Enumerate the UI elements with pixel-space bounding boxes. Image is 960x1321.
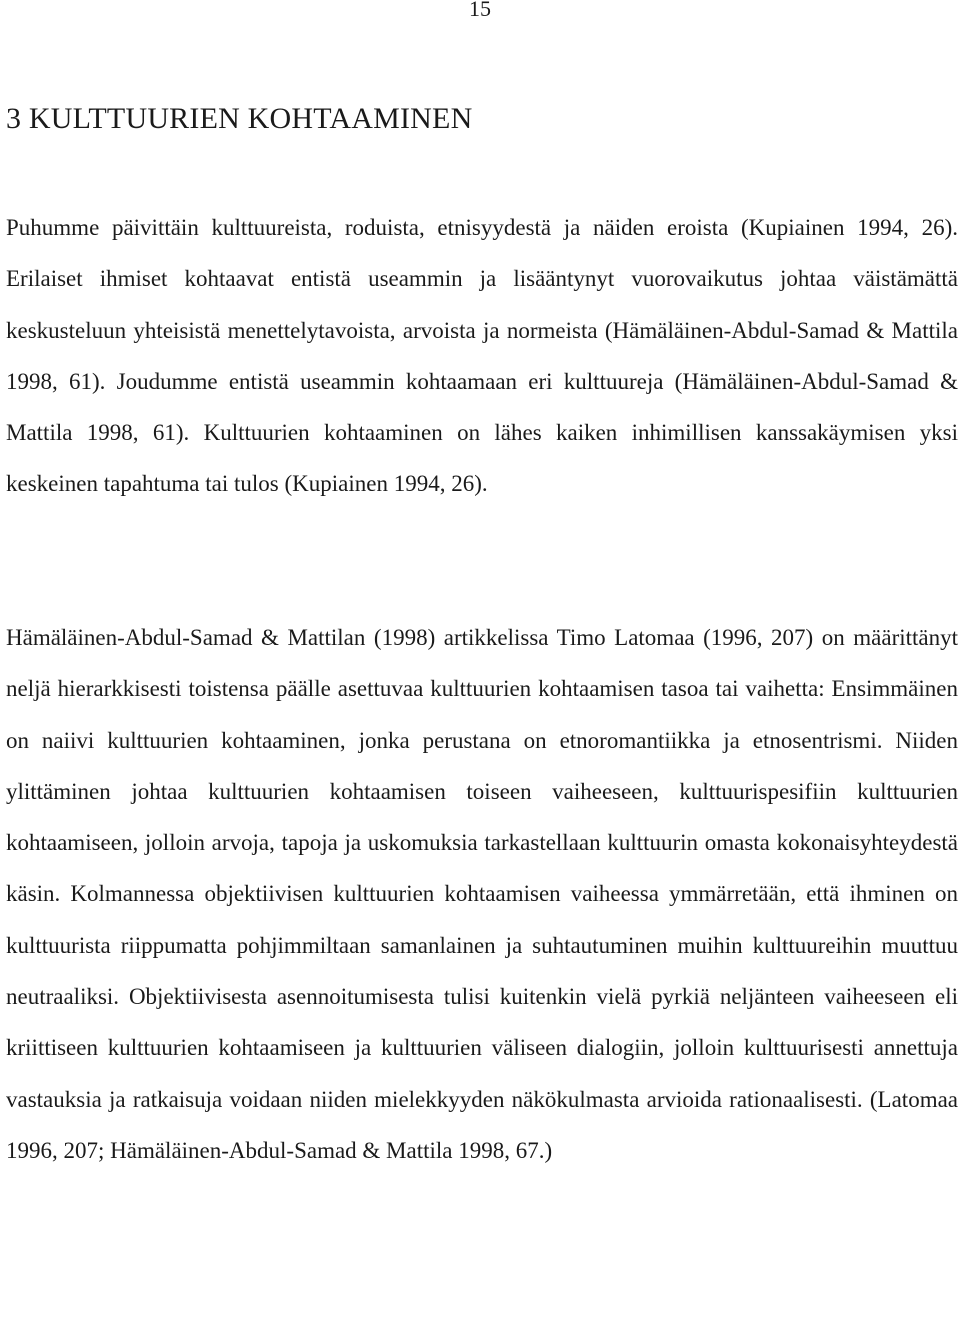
- chapter-heading: 3 KULTTUURIEN KOHTAAMINEN: [6, 102, 473, 135]
- body-paragraph-2: Hämäläinen-Abdul-Samad & Mattilan (1998) artikkelissa Timo Latomaa (1996, 207) on määrittänyt neljä hierarkkisesti toistensa päälle asettuvaa kulttuurien kohtaamisen tasoa tai vaihetta: Ensimmäinen on naiivi kulttuurien kohtaaminen, jonka perustana on etnoromantiikka ja etnosentrismi. Niiden ylittäminen johtaa kulttuurien kohtaamisen toiseen vaiheeseen, kulttuurispesifiin kulttuurien kohtaamiseen, jolloin arvoja, tapoja ja uskomuksia tarkastellaan kulttuurin omasta kokonaisyhteydestä käsin. Kolmannessa objektiivisen kulttuurien kohtaamisen vaiheessa ymmärretään, että ihminen on kulttuurista riippumatta pohjimmiltaan samanlainen ja suhtautuminen muihin kulttuureihin muuttuu neutraaliksi. Objektiivisesta asennoitumisesta tulisi kuitenkin vielä pyrkiä neljänteen vaiheeseen eli kriittiseen kulttuurien kohtaamiseen ja kulttuurien väliseen dialogiin, jolloin kulttuurisesti annettuja vastauksia ja ratkaisuja voidaan niiden mielekkyyden näkökulmasta arvioida rationaalisesti. (Latomaa 1996, 207; Hämäläinen-Abdul-Samad & Mattila 1998, 67.): [6, 625, 958, 1163]
- body-paragraph-1: Puhumme päivittäin kulttuureista, roduista, etnisyydestä ja näiden eroista (Kupiainen 1994, 26). Erilaiset ihmiset kohtaavat entistä useammin ja lisääntynyt vuorovaikutus johtaa väistämättä keskusteluun yhteisistä menettelytavoista, arvoista ja normeista (Hämäläinen-Abdul-Samad & Mattila 1998, 61). Joudumme entistä useammin kohtaamaan eri kulttuureja (Hämäläinen-Abdul-Samad & Mattila 1998, 61). Kulttuurien kohtaaminen on lähes kaiken inhimillisen kanssakäymisen yksi keskeinen tapahtuma tai tulos (Kupiainen 1994, 26).: [6, 215, 958, 497]
- page-number: 15: [469, 0, 491, 21]
